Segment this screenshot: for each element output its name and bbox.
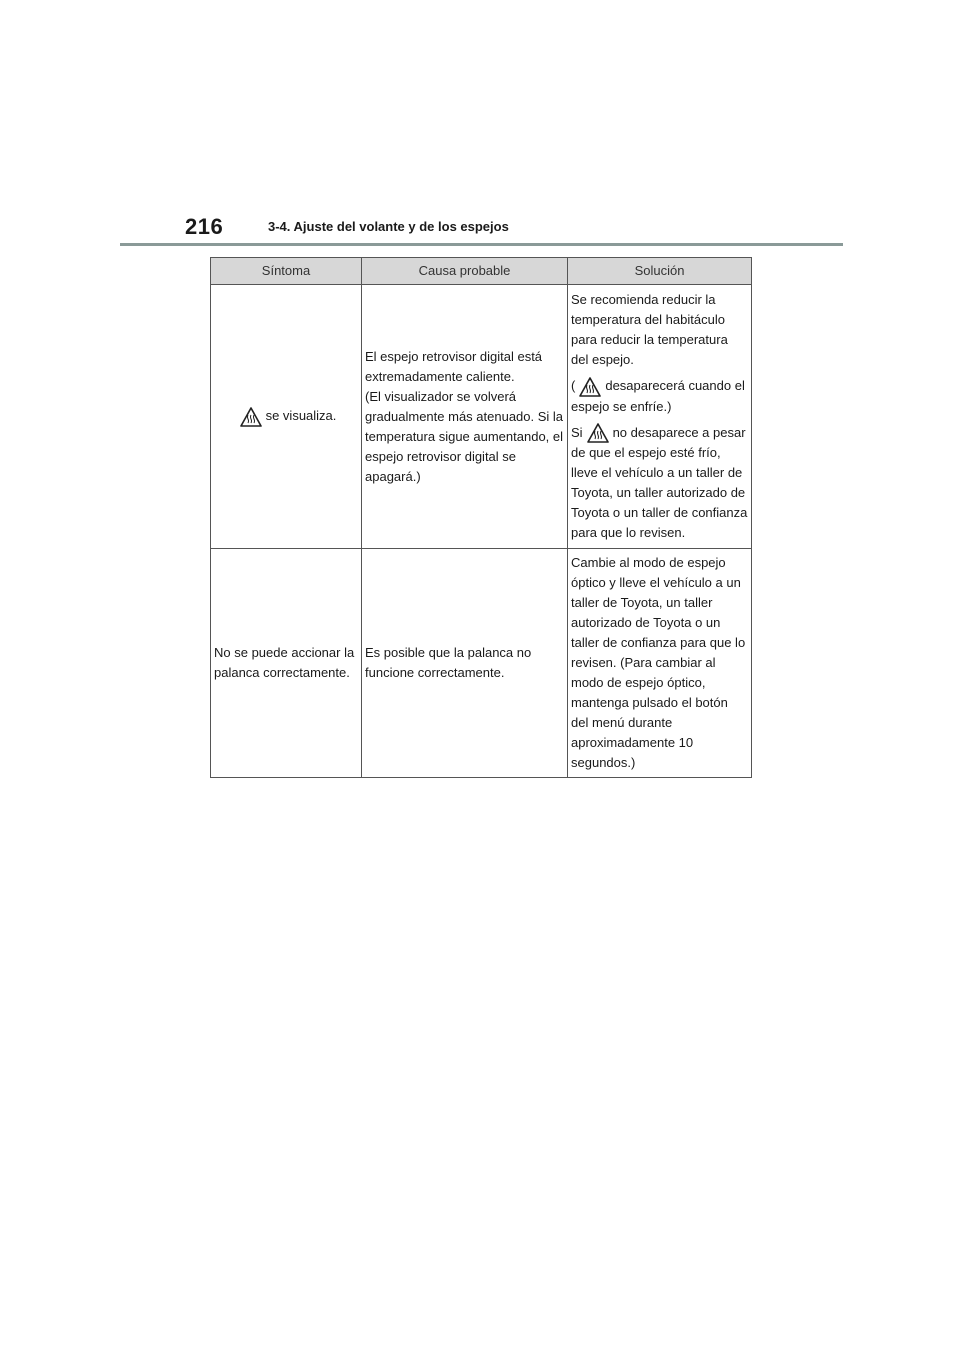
solution-paragraph <box>571 376 748 417</box>
solution-text: ( <box>571 377 576 393</box>
mirror-heat-warning-icon <box>587 423 609 443</box>
troubleshooting-table <box>210 257 752 778</box>
symptom-cell <box>211 285 362 549</box>
symptom-text: se visualiza. <box>265 408 337 424</box>
cause-cell: Es posible que la palanca no funcione correctamente. <box>362 549 568 778</box>
section-title: 3-4. Ajuste del volante y de los espejos <box>268 219 509 234</box>
mirror-heat-warning-icon <box>579 377 601 397</box>
table-row <box>211 549 752 778</box>
header-cause: Causa probable <box>362 258 568 285</box>
solution-text: no desaparece a pesar de que el espejo esté frío, lleve el vehículo a un taller de Toyota, un taller autorizado de Toyota o un taller de confianza para que lo revisen. <box>571 424 748 541</box>
solution-cell: Cambie al modo de espejo óptico y lleve el vehículo a un taller de Toyota, un taller autorizado de Toyota o un taller de confianza para que lo revisen. (Para cambiar al modo de espejo óptico, mantenga pulsado el botón del menú durante aproximadamente 10 segundos.) <box>568 549 752 778</box>
solution-paragraph: Se recomienda reducir la temperatura del habitáculo para reducir la temperatura del espejo. <box>571 291 728 367</box>
table-header-row <box>211 258 752 285</box>
solution-paragraph <box>571 423 748 544</box>
header-solution: Solución <box>568 258 752 285</box>
solution-text: desaparecerá cuando el espejo se enfríe.) <box>571 377 745 414</box>
page-number: 216 <box>185 214 224 239</box>
cause-cell: El espejo retrovisor digital está extremadamente caliente. (El visualizador se volverá gradualmente más atenuado. Si la temperatura sigue aumentando, el espejo retrovisor digital se apagará.) <box>362 285 568 549</box>
solution-cell <box>568 285 752 549</box>
symptom-cell: No se puede accionar la palanca correctamente. <box>211 549 362 778</box>
solution-text: Si <box>571 424 583 440</box>
header-divider <box>120 243 843 246</box>
mirror-heat-warning-icon <box>240 407 262 427</box>
table-row <box>211 285 752 549</box>
header-symptom: Síntoma <box>211 258 362 285</box>
